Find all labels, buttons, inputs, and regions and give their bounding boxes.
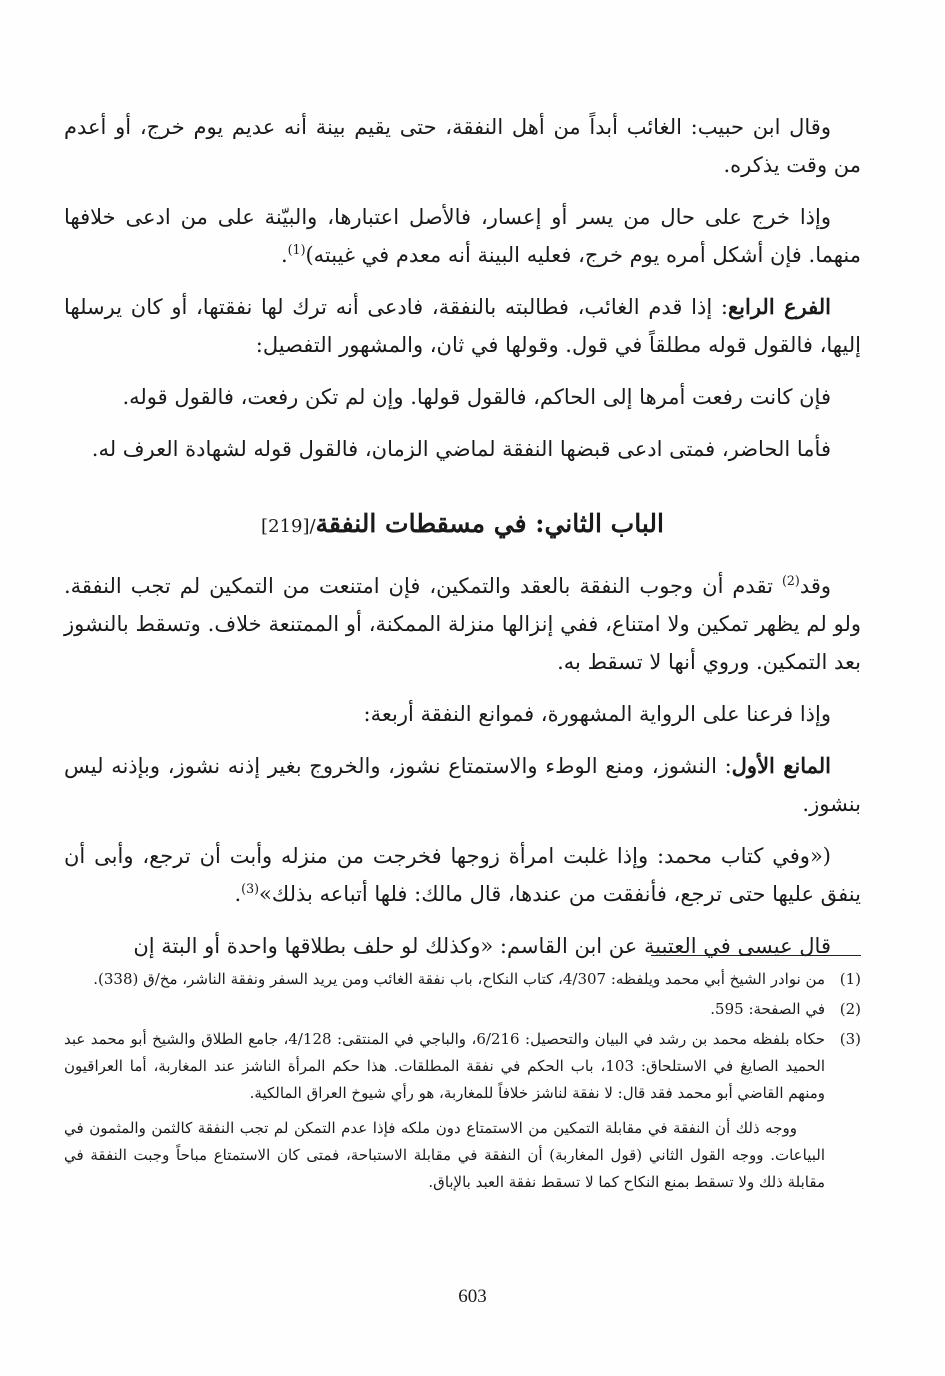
paragraph-impediments: وإذا فرعنا على الرواية المشهورة، فموانع النفقة أربعة:	[363, 702, 831, 726]
footnote-3	[64, 1026, 861, 1107]
footnote-text: من نوادر الشيخ أبي محمد ويلفظه: 4/307، كتاب النكاح، باب نفقة الغائب ومن يريد السفر ونفقة الناشر، مخ/ق (338).	[93, 970, 825, 988]
manuscript-page-ref: /[219]	[261, 516, 316, 537]
footnote-number: (1)	[839, 970, 861, 988]
paragraph-ibn-habib: وقال ابن حبيب: الغائب أبداً من أهل النفقة، حتى يقيم بينة أنه عديم يوم خرج، أو أعدم من وقت يذكره.	[64, 115, 861, 177]
paragraph-ruler: فإن كانت رفعت أمرها إلى الحاكم، فالقول قولها. وإن لم تكن رفعت، فالقول قوله.	[122, 385, 831, 409]
footnote-ref-3: (3)	[241, 881, 260, 896]
footnote-1	[64, 966, 861, 993]
footnote-number: (2)	[839, 1000, 861, 1018]
footnote-text: حكاه بلفظه محمد بن رشد في البيان والتحصيل: 6/216، والباجي في المنتقى: 4/128، جامع الطلاق والشيخ أبو محمد عبد الحميد الصايغ في الاستلحاق: 103، باب الحكم في نفقة المطلقات. هذا حكم المرأة الناشز عند المغاربة، أما العراقيون ومنهم القاضي أبو محمد فقد قال: لا نفقة لناشز خلافاً للمغاربة، هو رأي شيوخ العراق المالكية.	[64, 1030, 826, 1102]
paragraph-isa: قال عيسى في العتبية عن ابن القاسم: «وكذلك لو حلف بطلاقها واحدة أو البتة إن	[133, 934, 831, 958]
paragraph-obligation: وقد$^{(2)}$ تقدم أن وجوب النفقة بالعقد والتمكين، فإن امتنعت من التمكين لم تجب النفقة. ولو لم يظهر تمكين ولا امتناع، ففي إنزالها منزلة الممكنة، أو الممتنعة خلاف. وتسقط بالنشوز بعد التمكين. وروي أنها لا تسقط به.	[64, 573, 861, 674]
footnote-2	[64, 996, 861, 1023]
paragraph-fourth-branch: الفرع الرابع: إذا قدم الغائب، فطالبته بالنفقة، فادعى أنه ترك لها نفقتها، أو كان يرسلها إليها، فالقول قوله مطلقاً في قول. وقولها في ثان، والمشهور التفصيل:	[64, 294, 861, 357]
footnote-ref-2: (2)	[781, 573, 800, 588]
footnotes	[64, 966, 861, 1196]
paragraph-present: فأما الحاضر، فمتى ادعى قبضها النفقة لماضي الزمان، فالقول قوله لشهادة العرف له.	[91, 437, 831, 461]
footnote-3-continuation: ووجه ذلك أن النفقة في مقابلة التمكين من الاستمتاع دون ملكه فإذا عدم التمكن لم تجب النفقة كالثمن والمثمون في البياعات. ووجه القول الثاني (قول المغاربة) أن النفقة في مقابلة الاستباحة، فمتى كان الاستمتاع مباحاً وجبت النفقة في مقابلة ذلك ولا تسقط بمنع النكاح كما لا تسقط نفقة العبد بالإباق.	[64, 1119, 825, 1191]
page-number: 603	[458, 1286, 487, 1307]
footnote-ref-1: (1)	[287, 242, 306, 257]
footnote-divider	[651, 955, 861, 956]
chapter-heading: الباب الثاني: في مسقطات النفقة/[219]	[261, 509, 664, 538]
footnote-text: في الصفحة: 595.	[710, 1000, 825, 1018]
branch-title: الفرع الرابع	[727, 294, 831, 319]
main-text	[64, 108, 861, 979]
paragraph-kitab-muhammad: («وفي كتاب محمد: وإذا غلبت امرأة زوجها فخرجت من منزله وأبت أن ترجع، وأبى أن ينفق عليها حتى ترجع، فأنفقت من عندها، قال مالك: فلها أتباعه بذلك»$^{(3)}$.	[64, 844, 861, 906]
footnote-number: (3)	[839, 1030, 861, 1048]
paragraph-first-impediment: المانع الأول: النشوز، ومنع الوطء والاستمتاع نشوز، والخروج بغير إذنه نشوز، وبإذنه ليس بنشوز.	[64, 753, 861, 816]
paragraph-travel-condition: وإذا خرج على حال من يسر أو إعسار، فالأصل اعتبارها، والبيّنة على من ادعى خلافها منهما. فإن أشكل أمره يوم خرج، فعليه البينة أنه معدم في غيبته)$^{(1)}$.	[64, 205, 861, 267]
impediment-title: المانع الأول	[731, 753, 831, 778]
